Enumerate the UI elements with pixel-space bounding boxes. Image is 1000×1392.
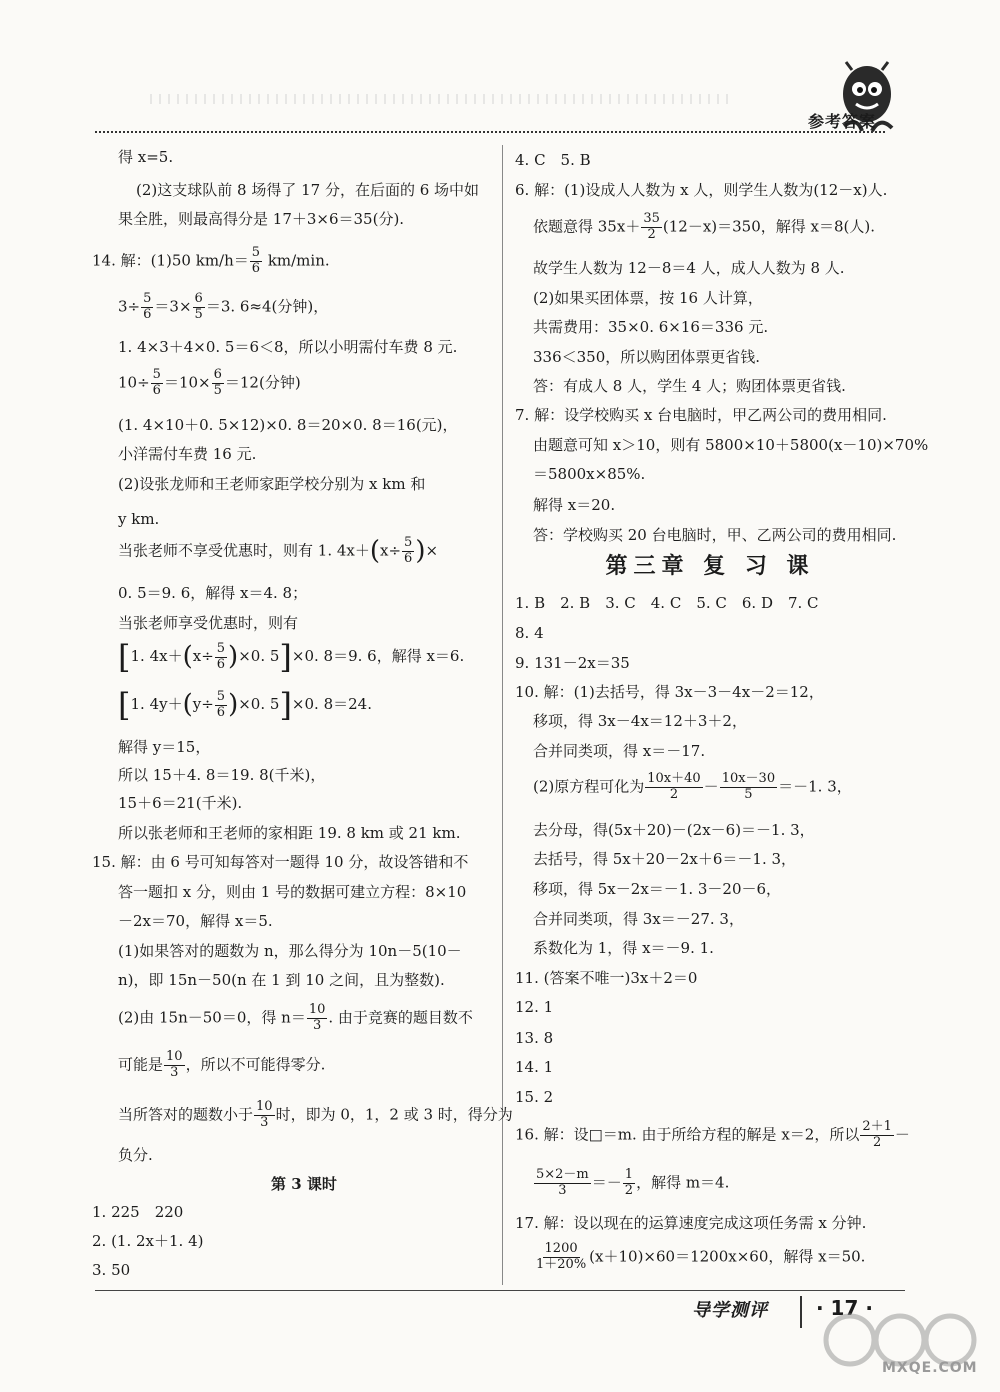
text-line-with-fraction: (2)由 15n－50＝0，得 n＝ $\frac{10}{3}$ . 由于竞赛的题目数不	[118, 1002, 473, 1033]
header-title: 参考答案	[808, 112, 877, 131]
text-line: 移项，得 3x－4x＝12＋3＋2，	[533, 712, 747, 730]
text-line: 故学生人数为 12－8＝4 人，成人人数为 8 人.	[533, 259, 845, 277]
text-line: 合并同类项，得 3x＝－27. 3，	[533, 910, 744, 928]
text-line: 4. C 5. B	[515, 151, 591, 169]
text-line: 7. 解：设学校购买 x 台电脑时，甲乙两公司的费用相同.	[515, 406, 887, 424]
text-line-with-fraction: [1. 4y＋(y÷ $\frac{5}{6}$ )×0. 5]×0. 8＝24.	[118, 686, 372, 724]
text-line: 解得 x＝20.	[533, 496, 616, 514]
fraction: $\frac{5}{6}$	[251, 245, 261, 276]
text-line-with-fraction: 当所答对的题数小于 $\frac{10}{3}$ 时，即为 0，1，2 或 3 时，得分为	[118, 1099, 513, 1130]
text-line: 负分.	[118, 1146, 153, 1164]
text-line: 去括号，得 5x＋20－2x＋6＝－1. 3，	[533, 850, 797, 868]
text-line-with-fraction: 14. 解：(1)50 km/h＝ $\frac{5}{6}$ km/min.	[92, 245, 330, 276]
text-line-with-fraction: $\frac{5\times 2-m}{3}$ ＝－ $\frac{1}{2}$ ，解得 m＝4.	[536, 1167, 730, 1198]
text-line-with-fraction: $\frac{1200}{1+20\%}$ (x＋10)×60＝1200x×60，解得 x＝50.	[536, 1241, 866, 1272]
text-line: 8. 4	[515, 624, 544, 642]
text-line: 11. (答案不唯一)3x＋2＝0	[515, 969, 698, 987]
text-line: (2)这支球队前 8 场得了 17 分，在后面的 6 场中如	[136, 181, 480, 199]
text-line: 所以张老师和王老师的家相距 19. 8 km 或 21 km.	[118, 824, 461, 842]
text-line: 17. 解：设以现在的运算速度完成这项任务需 x 分钟.	[515, 1214, 867, 1232]
footer-brand: 导学测评	[692, 1300, 768, 1321]
text-line-with-fraction: 依题意得 35x＋ $\frac{35}{2}$ (12－x)＝350，解得 x＝8(人).	[533, 211, 875, 242]
text-line: 13. 8	[515, 1029, 554, 1047]
text-line: 去分母，得(5x＋20)－(2x－6)＝－1. 3，	[533, 821, 815, 839]
text-line: y km.	[118, 510, 160, 528]
text-line: 1. B 2. B 3. C 4. C 5. C 6. D 7. C	[515, 594, 819, 612]
text-line: ＝5800x×85%.	[533, 465, 646, 483]
text-line: 2. (1. 2x＋1. 4)	[92, 1232, 204, 1250]
text-line: n)，即 15n－50(n 在 1 到 10 之间，且为整数).	[118, 971, 445, 989]
text-line: 15＋6＝21(千米).	[118, 794, 243, 812]
text-line: 1. 225 220	[92, 1203, 184, 1221]
page-number: · 17 ·	[816, 1296, 873, 1320]
text-line: 14. 1	[515, 1058, 554, 1076]
text-line: (2)设张龙师和王老师家距学校分别为 x km 和	[118, 475, 426, 493]
text-line: 336＜350，所以购团体票更省钱.	[533, 348, 761, 366]
text-line: 由题意可知 x＞10，则有 5800×10＋5800(x－10)×70%	[533, 436, 929, 454]
watermark-text: MXQE.COM	[882, 1360, 978, 1376]
header-noise	[150, 94, 730, 104]
text-line: 答一题扣 x 分，则由 1 号的数据可建立方程：8×10	[118, 883, 467, 901]
text-line: 系数化为 1，得 x＝－9. 1.	[533, 939, 714, 957]
footer-divider	[95, 1290, 905, 1291]
text-line: (1. 4×10＋0. 5×12)×0. 8＝20×0. 8＝16(元)，	[118, 416, 458, 434]
text-line: 15. 解：由 6 号可知每答对一题得 10 分，故设答错和不	[92, 853, 469, 871]
text-line: 解得 y＝15，	[118, 738, 211, 756]
text-line: (1)如果答对的题数为 n，那么得分为 10n－5(10－	[118, 942, 462, 960]
text-line-with-fraction: (2)原方程可化为 $\frac{10x+40}{2}$ － $\frac{10x-30}{5}$ ＝－1. 3，	[533, 771, 852, 802]
text-line: 答：学校购买 20 台电脑时，甲、乙两公司的费用相同.	[533, 526, 897, 544]
footer-separator	[800, 1296, 802, 1328]
text-line: 15. 2	[515, 1088, 554, 1106]
text-line: 合并同类项，得 x＝－17.	[533, 742, 706, 760]
text-line: 10. 解：(1)去括号，得 3x－3－4x－2＝12，	[515, 683, 824, 701]
text-line: 果全胜，则最高得分是 17＋3×6＝35(分).	[118, 210, 405, 228]
text-line-with-fraction: 16. 解：设□＝m. 由于所给方程的解是 x＝2，所以 $\frac{2+1}{2}$ －	[515, 1119, 910, 1150]
text-line: 12. 1	[515, 998, 554, 1016]
text-line: (2)如果买团体票，按 16 人计算，	[533, 289, 763, 307]
text-line-with-fraction: 当张老师不享受优惠时，则有 1. 4x＋(x÷ $\frac{5}{6}$ )×	[118, 535, 439, 567]
text-line: 共需费用：35×0. 6×16＝336 元.	[533, 318, 769, 336]
text-line: 当张老师享受优惠时，则有	[118, 614, 299, 632]
text-line: 移项，得 5x－2x＝－1. 3－20－6，	[533, 880, 782, 898]
chapter-title: 第三章 复 习 课	[605, 554, 815, 579]
text-line-with-fraction: 3÷ $\frac{5}{6}$ ＝3× $\frac{6}{5}$ ＝3. 6≈4(分钟)，	[118, 291, 329, 322]
header-divider	[95, 131, 885, 133]
text-line: －2x＝70，解得 x＝5.	[118, 912, 273, 930]
text-line: 所以 15＋4. 8＝19. 8(千米)，	[118, 766, 326, 784]
text-line-with-fraction: 10÷ $\frac{5}{6}$ ＝10× $\frac{6}{5}$ ＝12(分钟)	[118, 367, 301, 398]
text-line: 9. 131－2x＝35	[515, 654, 630, 672]
text-line-with-fraction: [1. 4x＋(x÷ $\frac{5}{6}$ )×0. 5]×0. 8＝9. 6，解得 x＝6.	[118, 638, 465, 676]
text-line: 1. 4×3＋4×0. 5＝6＜8，所以小明需付车费 8 元.	[118, 338, 458, 356]
text-line: 6. 解：(1)设成人人数为 x 人，则学生人数为(12－x)人.	[515, 181, 888, 199]
text-line: 小洋需付车费 16 元.	[118, 445, 257, 463]
text-line-with-fraction: 可能是 $\frac{10}{3}$ ，所以不可能得零分.	[118, 1049, 326, 1080]
text-line: 3. 50	[92, 1261, 131, 1279]
text-line: 得 x=5.	[118, 148, 174, 166]
text-line: 答：有成人 8 人，学生 4 人；购团体票更省钱.	[533, 377, 846, 395]
text-line: 0. 5＝9. 6，解得 x＝4. 8；	[118, 584, 308, 602]
section-heading: 第 3 课时	[271, 1175, 337, 1193]
